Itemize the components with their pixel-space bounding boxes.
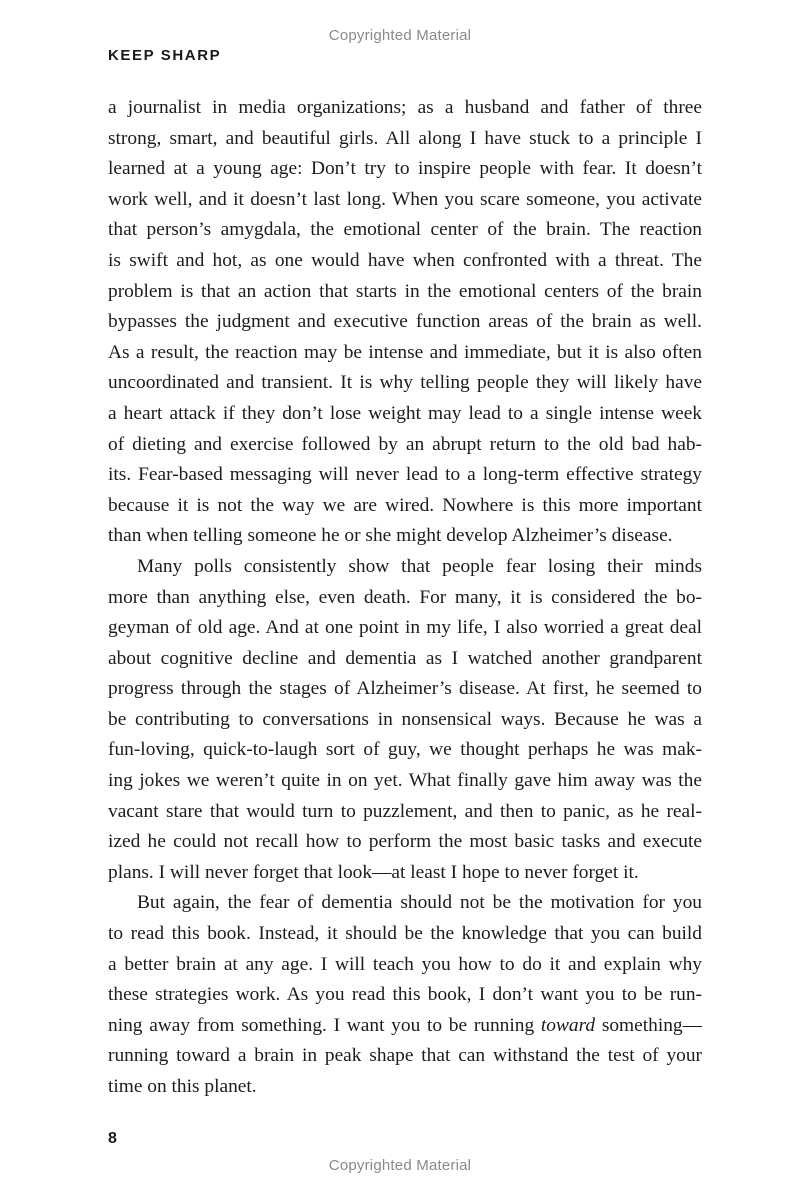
text-segment: something— bbox=[595, 1014, 702, 1036]
text-line: to read this book. Instead, it should be the knowledge that you can build bbox=[108, 923, 702, 945]
text-line: Many polls consistently show that people fear losing their minds bbox=[137, 555, 702, 577]
text-line: a better brain at any age. I will teach you how to do it and explain why bbox=[108, 953, 702, 975]
text-line: geyman of old age. And at one point in my life, I also worried a great deal bbox=[108, 617, 702, 639]
running-head: KEEP SHARP bbox=[108, 47, 222, 64]
text-line: learned at a young age: Don’t try to inspire people with fear. It doesn’t bbox=[108, 158, 702, 180]
text-line: than when telling someone he or she might develop Alzheimer’s disease. bbox=[108, 525, 673, 547]
text-line: of dieting and exercise followed by an abrupt return to the old bad hab- bbox=[108, 433, 702, 455]
emphasis-text: toward bbox=[540, 1014, 596, 1036]
paragraph bbox=[108, 552, 702, 889]
text-line: fun-loving, quick-to-laugh sort of guy, we thought perhaps he was mak- bbox=[108, 739, 702, 761]
text-line: be contributing to conversations in nonsensical ways. Because he was a bbox=[108, 708, 702, 730]
text-line: progress through the stages of Alzheimer’s disease. At first, he seemed to bbox=[108, 678, 702, 700]
text-line: problem is that an action that starts in the emotional centers of the brain bbox=[108, 280, 702, 302]
text-line: vacant stare that would turn to puzzlement, and then to panic, as he real- bbox=[108, 800, 702, 822]
body-text bbox=[108, 93, 702, 1103]
text-line: strong, smart, and beautiful girls. All along I have stuck to a principle I bbox=[108, 127, 702, 149]
text-line: that person’s amygdala, the emotional center of the brain. The reaction bbox=[108, 219, 702, 241]
text-line: uncoordinated and transient. It is why telling people they will likely have bbox=[108, 372, 702, 394]
text-line: But again, the fear of dementia should not be the motivation for you bbox=[137, 892, 702, 914]
text-line: its. Fear-based messaging will never lead to a long-term effective strategy bbox=[108, 464, 702, 486]
text-line: As a result, the reaction may be intense and immediate, but it is also often bbox=[108, 341, 702, 363]
text-line: because it is not the way we are wired. Nowhere is this more important bbox=[108, 494, 702, 516]
paragraph bbox=[108, 93, 702, 552]
text-line: work well, and it doesn’t last long. When you scare someone, you activate bbox=[108, 188, 702, 210]
text-line: a heart attack if they don’t lose weight may lead to a single intense week bbox=[108, 402, 702, 424]
text-line: time on this planet. bbox=[108, 1076, 257, 1097]
paragraph bbox=[108, 888, 702, 1102]
text-line: these strategies work. As you read this book, I don’t want you to be run- bbox=[108, 984, 702, 1006]
copyright-watermark-top: Copyrighted Material bbox=[328, 27, 472, 44]
text-line: about cognitive decline and dementia as I watched another grandparent bbox=[108, 647, 702, 669]
text-line: ing jokes we weren’t quite in on yet. What finally gave him away was the bbox=[108, 770, 702, 792]
text-line: running toward a brain in peak shape that can withstand the test of your bbox=[108, 1045, 702, 1067]
text-line: plans. I will never forget that look—at least I hope to never forget it. bbox=[108, 861, 639, 883]
text-line: a journalist in media organizations; as a husband and father of three bbox=[108, 97, 702, 118]
page-number: 8 bbox=[108, 1130, 117, 1147]
text-line-with-emphasis bbox=[108, 1011, 702, 1042]
text-line: bypasses the judgment and executive function areas of the brain as well. bbox=[108, 311, 702, 333]
text-line: ized he could not recall how to perform the most basic tasks and execute bbox=[108, 831, 702, 853]
text-line: is swift and hot, as one would have when confronted with a threat. The bbox=[108, 249, 702, 271]
copyright-watermark-bottom: Copyrighted Material bbox=[328, 1157, 472, 1174]
text-segment: ning away from something. I want you to be running bbox=[108, 1014, 541, 1036]
text-line: more than anything else, even death. For many, it is considered the bo- bbox=[108, 586, 702, 608]
